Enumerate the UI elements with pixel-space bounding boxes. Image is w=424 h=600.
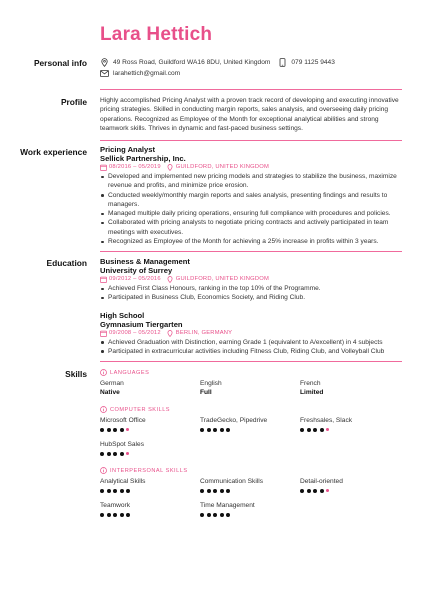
list-item: Participated in Business Club, Economics Society, and Riding Club. xyxy=(100,293,402,302)
skill-rating xyxy=(100,449,200,458)
skill-item: Communication Skills xyxy=(200,477,300,495)
rating-dot-filled xyxy=(113,452,117,456)
skill-item: Time Management xyxy=(200,501,300,519)
job-meta xyxy=(100,163,402,172)
education-bullets xyxy=(100,284,402,303)
rating-dot-filled xyxy=(126,513,130,517)
address-text: 49 Ross Road, Guildford WA16 8DU, United Kingdom xyxy=(113,59,271,66)
education-entry xyxy=(100,311,402,357)
list-item: Conducted weekly/monthly margin reports and sales analysis, presenting findings and results to managers. xyxy=(100,191,402,210)
list-item: Recognized as Employee of the Month for achieving a 25% increase in profits within 3 years. xyxy=(100,237,402,246)
rating-dot-filled xyxy=(213,428,217,432)
list-item: Participated in extracurricular activities including Fitness Club, Riding Club, and Volleyball Club xyxy=(100,347,402,356)
rating-dot-filled xyxy=(200,513,204,517)
computer-skills-grid xyxy=(100,416,402,464)
list-item: Developed and implemented new pricing models and strategies to stabilize the business, maximize revenue and profits, and minimize price erosion. xyxy=(100,172,402,191)
skill-rating xyxy=(100,425,200,434)
calendar-icon xyxy=(100,276,107,283)
profile-text: Highly accomplished Pricing Analyst with a proven track record of developing and executing innovative pricing strategies. Skilled in conducting margin reports, sales analysis, and overseeing daily pricing operations. Recognized as Employee of the Month for exceptional analytical abilities and strong teamwork skills. Thrives in dynamic and fast-paced business settings. xyxy=(100,97,399,132)
rating-dot-filled xyxy=(113,513,117,517)
info-circle-icon xyxy=(100,467,107,474)
rating-dot-filled xyxy=(207,489,211,493)
rating-dot-filled xyxy=(100,428,104,432)
skill-rating xyxy=(200,425,300,434)
education-entry xyxy=(100,257,402,303)
education-dates: 09/2008 – 05/2012 xyxy=(109,329,161,336)
rating-dot-filled xyxy=(213,513,217,517)
rating-dot-empty xyxy=(126,428,129,431)
school-name: Gymnasium Tiergarten xyxy=(100,319,183,329)
education-location: GUILDFORD, UNITED KINGDOM xyxy=(175,276,270,282)
interpersonal-skills-grid xyxy=(100,477,402,525)
education-meta xyxy=(100,275,402,284)
section-label-skills: Skills xyxy=(65,369,87,379)
language-item: French Limited xyxy=(300,380,324,396)
rating-dot-filled xyxy=(313,489,317,493)
language-item: English Full xyxy=(200,380,222,396)
rating-dot-filled xyxy=(200,489,204,493)
skill-group-heading: LANGUAGES xyxy=(100,368,402,377)
rating-dot-empty xyxy=(326,489,329,492)
list-item: Collaborated with pricing analysts to negotiate pricing contracts and actively participated in team meetings with executives. xyxy=(100,218,402,237)
skills-section xyxy=(100,368,402,525)
phone-icon xyxy=(278,58,287,67)
divider-rule xyxy=(100,89,402,90)
list-item: Managed multiple daily pricing operations, ensuring full compliance with procedures and policies. xyxy=(100,209,402,218)
location-pin-icon xyxy=(167,164,174,171)
school-name: University of Surrey xyxy=(100,266,173,275)
list-item: Achieved First Class Honours, ranking in the top 10% of the Programme. xyxy=(100,284,402,293)
section-label-profile: Profile xyxy=(60,97,87,107)
divider-rule xyxy=(100,140,402,141)
skill-group-heading: COMPUTER SKILLS xyxy=(100,405,402,414)
job-location: GUILDFORD, UNITED KINGDOM xyxy=(175,164,270,170)
personal-info-section xyxy=(100,57,402,79)
skill-rating xyxy=(300,425,400,434)
contact-line-email xyxy=(100,68,402,79)
rating-dot-filled xyxy=(307,489,311,493)
rating-dot-filled xyxy=(107,513,111,517)
rating-dot-filled xyxy=(213,489,217,493)
rating-dot-filled xyxy=(200,428,204,432)
rating-dot-filled xyxy=(100,489,104,493)
rating-dot-filled xyxy=(100,513,104,517)
education-meta xyxy=(100,329,402,338)
skill-item: Detail-oriented xyxy=(300,477,400,495)
skill-rating xyxy=(100,486,200,495)
skill-item: Microsoft Office xyxy=(100,416,200,434)
email-text[interactable]: larahettich@gmail.com xyxy=(113,70,181,77)
rating-dot-filled xyxy=(300,489,304,493)
rating-dot-filled xyxy=(207,513,211,517)
rating-dot-filled xyxy=(226,489,230,493)
rating-dot-filled xyxy=(313,428,317,432)
rating-dot-filled xyxy=(113,489,117,493)
job-title: Pricing Analyst xyxy=(100,145,155,154)
education-bullets xyxy=(100,338,402,357)
profile-section xyxy=(100,96,402,133)
rating-dot-filled xyxy=(107,452,111,456)
section-label-personal-info: Personal info xyxy=(33,58,87,68)
work-experience-section xyxy=(100,145,402,246)
rating-dot-empty xyxy=(126,452,129,455)
location-pin-icon xyxy=(100,58,109,67)
skill-rating xyxy=(200,510,300,519)
rating-dot-filled xyxy=(226,428,230,432)
job-employer: Sellick Partnership, Inc. xyxy=(100,154,186,163)
calendar-icon xyxy=(100,164,107,171)
rating-dot-filled xyxy=(320,428,324,432)
education-dates: 09/2012 – 05/2016 xyxy=(109,276,161,282)
degree-title: Business & Management xyxy=(100,257,190,266)
job-bullets xyxy=(100,172,402,246)
rating-dot-filled xyxy=(226,513,230,517)
rating-dot-filled xyxy=(107,489,111,493)
rating-dot-filled xyxy=(120,513,124,517)
rating-dot-filled xyxy=(220,513,224,517)
skill-item: HubSpot Sales xyxy=(100,440,200,458)
skill-rating xyxy=(100,510,200,519)
skill-rating xyxy=(300,486,400,495)
language-item: German Native xyxy=(100,380,124,396)
list-item: Achieved Graduation with Distinction, earning Grade 1 (equivalent to A/excellent) in 4 subjects xyxy=(100,338,402,347)
rating-dot-filled xyxy=(120,489,124,493)
location-pin-icon xyxy=(167,276,174,283)
job-dates: 08/2016 – 05/2019 xyxy=(109,164,161,170)
skill-item: Teamwork xyxy=(100,501,200,519)
section-label-work-experience: Work experience xyxy=(20,147,87,157)
info-circle-icon xyxy=(100,406,107,413)
skill-rating xyxy=(200,486,300,495)
phone-text: 079 1125 9443 xyxy=(291,59,335,66)
divider-rule xyxy=(100,361,402,362)
rating-dot-filled xyxy=(307,428,311,432)
candidate-name: Lara Hettich xyxy=(100,24,213,45)
skill-item: Freshsales, Slack xyxy=(300,416,400,434)
rating-dot-filled xyxy=(220,428,224,432)
info-circle-icon xyxy=(100,369,107,376)
skill-group-heading: INTERPERSONAL SKILLS xyxy=(100,466,402,475)
divider-rule xyxy=(100,251,402,252)
rating-dot-filled xyxy=(126,489,130,493)
education-section xyxy=(100,257,402,356)
skill-item: Analytical Skills xyxy=(100,477,200,495)
rating-dot-filled xyxy=(300,428,304,432)
contact-line-address-phone xyxy=(100,57,402,68)
rating-dot-filled xyxy=(113,428,117,432)
rating-dot-filled xyxy=(120,428,124,432)
envelope-icon xyxy=(100,69,109,78)
languages-grid xyxy=(100,379,402,403)
section-label-education: Education xyxy=(46,258,87,268)
location-pin-icon xyxy=(167,330,174,337)
rating-dot-filled xyxy=(207,428,211,432)
skill-item: TradeGecko, Pipedrive xyxy=(200,416,300,434)
degree-title: High School xyxy=(100,310,145,320)
rating-dot-filled xyxy=(100,452,104,456)
rating-dot-filled xyxy=(107,428,111,432)
rating-dot-filled xyxy=(220,489,224,493)
rating-dot-empty xyxy=(326,428,329,431)
calendar-icon xyxy=(100,330,107,337)
rating-dot-filled xyxy=(120,452,124,456)
education-location: BERLIN, GERMANY xyxy=(175,329,233,336)
rating-dot-filled xyxy=(320,489,324,493)
